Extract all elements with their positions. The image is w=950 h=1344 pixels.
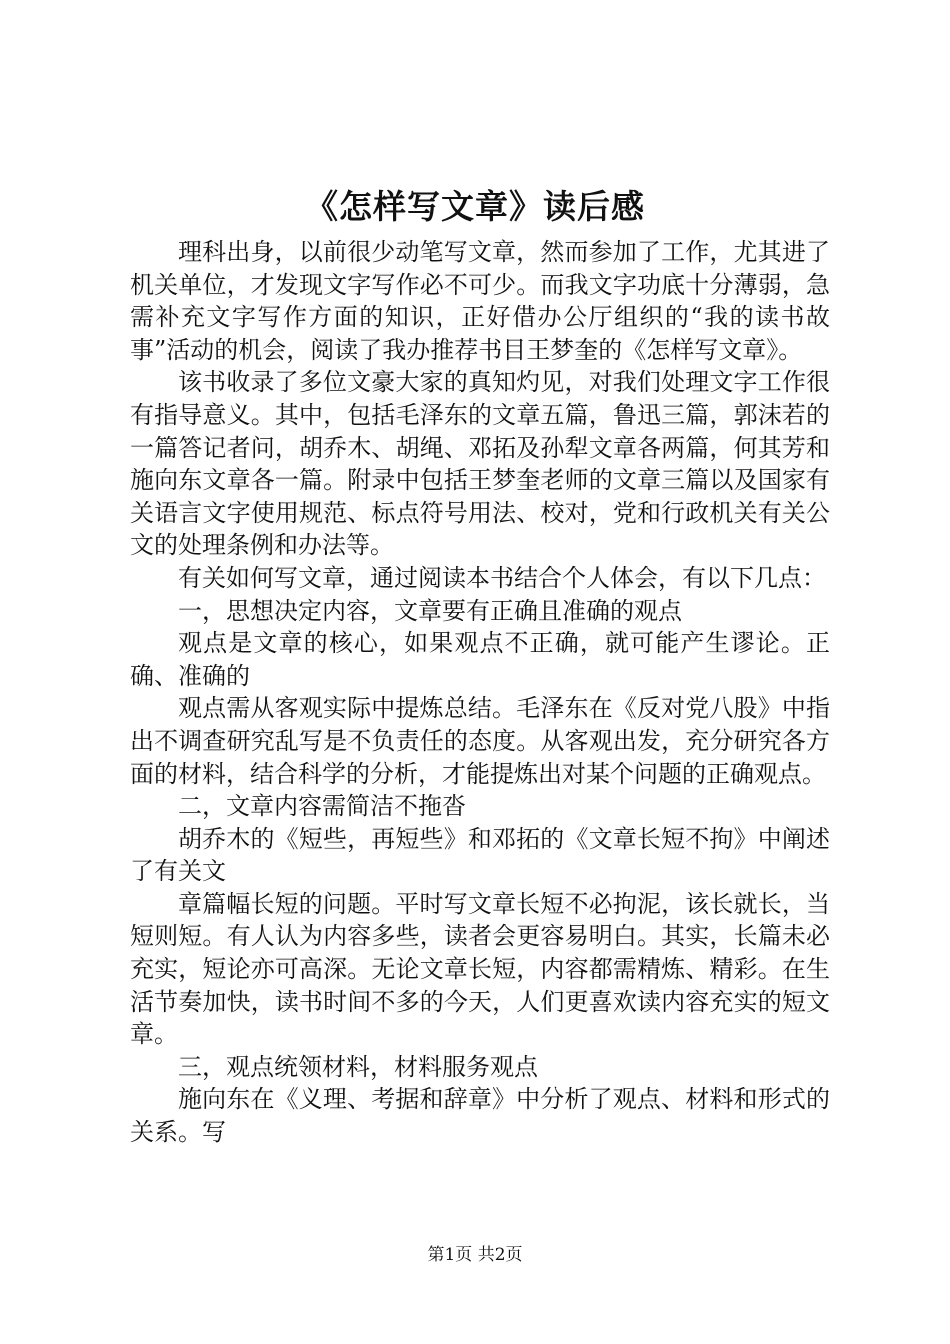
paragraph-points-intro: 有关如何写文章，通过阅读本书结合个人体会，有以下几点： [178, 563, 826, 592]
paragraph-section-2a: 胡乔木的《短些，再短些》和邓拓的《文章长短不拘》中阐述了有关文 [130, 824, 830, 886]
paragraph-section-1b: 观点需从客观实际中提炼总结。毛泽东在《反对党八股》中指出不调查研究乱写是不负责任的态度。从客观出发，充分研究各方面的材料，结合科学的分析，才能提炼出对某个问题的正确观点。 [130, 694, 830, 788]
page-number-footer: 第1页 共2页 [427, 1245, 523, 1265]
document-body [130, 236, 830, 1149]
section-heading-3: 三，观点统领材料，材料服务观点 [178, 1052, 538, 1081]
section-heading-2: 二，文章内容需简洁不拖沓 [178, 792, 466, 821]
paragraph-section-2b: 章篇幅长短的问题。平时写文章长短不必拘泥，该长就长，当短则短。有人认为内容多些，读者会更容易明白。其实，长篇未必充实，短论亦可高深。无论文章长短，内容都需精炼、精彩。在生活节奏加快，读书时间不多的今天，人们更喜欢读内容充实的短文章。 [130, 889, 830, 1049]
paragraph-section-3a: 施向东在《义理、考据和辞章》中分析了观点、材料和形式的关系。写 [130, 1085, 830, 1147]
paragraph-intro: 理科出身，以前很少动笔写文章，然而参加了工作，尤其进了机关单位，才发现文字写作必不可少。而我文字功底十分薄弱，急需补充文字写作方面的知识，正好借办公厅组织的“我的读书故事”活动的机会，阅读了我办推荐书目王梦奎的《怎样写文章》。 [130, 238, 830, 364]
paragraph-book-contents: 该书收录了多位文豪大家的真知灼见，对我们处理文字工作很有指导意义。其中，包括毛泽东的文章五篇，鲁迅三篇，郭沫若的一篇答记者问，胡乔木、胡绳、邓拓及孙犁文章各两篇，何其芳和施向东文章各一篇。附录中包括王梦奎老师的文章三篇以及国家有关语言文字使用规范、标点符号用法、校对，党和行政机关有关公文的处理条例和办法等。 [130, 368, 830, 560]
section-heading-1: 一，思想决定内容，文章要有正确且准确的观点 [178, 596, 682, 625]
document-title: 《怎样写文章》读后感 [305, 187, 645, 226]
paragraph-section-1a: 观点是文章的核心，如果观点不正确，就可能产生谬论。正确、准确的 [130, 629, 830, 690]
